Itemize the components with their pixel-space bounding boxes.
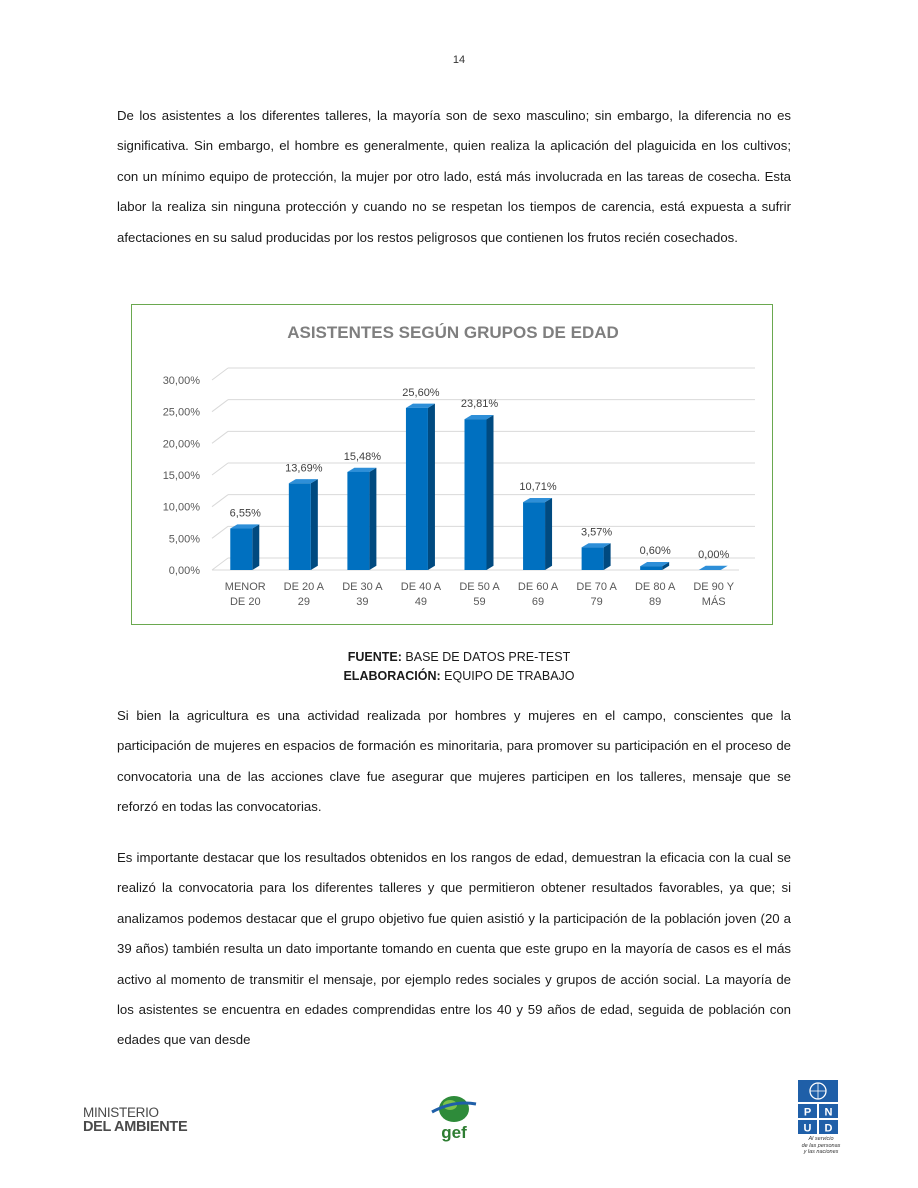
- bar-side: [545, 498, 552, 570]
- source-text: BASE DE DATOS PRE-TEST: [405, 650, 571, 664]
- bar: [347, 472, 369, 570]
- undp-letter-n: N: [824, 1106, 833, 1119]
- undp-tagline-2: de las personas: [801, 1142, 841, 1149]
- bar-value-label: 0,60%: [639, 545, 671, 558]
- source-label: FUENTE:: [347, 650, 402, 664]
- gridline-depth: [212, 431, 228, 443]
- bar-value-label: 15,48%: [343, 450, 382, 463]
- paragraph-3: Es importante destacar que los resultados obtenidos en los rangos de edad, demuestran la eficacia con la cual se realizó la convocatoria para los diferentes talleres y que permitieron obtener resultados favorables, ya que; si analizamos podemos destacar que el grupo objetivo fue quien asistió y la participación de la población joven (20 a 39 años) también resulta un dato importante tomando en cuenta que este grupo en la mayoría de casos es el más activo al momento de transmitir el mensaje, por ejemplo redes sociales y grupos de acción social. La mayoría de los asistentes se encuentra en edades comprendidas entre los 40 y 59 años de edad, seguida de población con edades que van desde: [117, 850, 791, 1048]
- undp-letter-p: P: [803, 1106, 812, 1119]
- bar-side: [311, 479, 318, 570]
- y-tick-label: 5,00%: [168, 533, 200, 546]
- bar-value-label: 25,60%: [402, 386, 440, 399]
- y-tick-label: 0,00%: [168, 565, 200, 577]
- undp-tagline-1: Al servicio: [808, 1136, 834, 1142]
- ministry-line-2: DEL AMBIENTE: [83, 1119, 188, 1135]
- bar: [465, 419, 487, 570]
- bar-value-label: 13,69%: [285, 462, 323, 475]
- y-tick-label: 10,00%: [162, 501, 200, 514]
- bar-top: [699, 566, 728, 570]
- y-tick-label: 15,00%: [162, 470, 200, 482]
- page-number: 14: [452, 54, 466, 66]
- bar-value-label: 6,55%: [229, 507, 261, 520]
- bar: [582, 547, 604, 570]
- x-tick-label: DE 90 Y: [693, 581, 735, 593]
- bar: [289, 483, 311, 570]
- bar: [640, 566, 662, 570]
- gridline-depth: [212, 495, 228, 507]
- undp-letter-u: U: [803, 1122, 812, 1134]
- y-tick-label: 20,00%: [162, 438, 200, 451]
- paragraph-2: Si bien la agricultura es una actividad realizada por hombres y mujeres en el campo, conscientes que la participación de mujeres en espacios de formación es minoritaria, para promover su participación en el proceso de convocatoria una de las acciones clave fue asegurar que mujeres participen en los talleres, mensaje que se reforzó en todas las convocatorias.: [117, 708, 791, 815]
- paragraph-1: De los asistentes a los diferentes talleres, la mayoría son de sexo masculino; sin embargo, la diferencia no es significativa. Sin embargo, el hombre es generalmente, quien realiza la aplicación del plaguicida en los cultivos; con un mínimo equipo de protección, la mujer por otro lado, está más involucrada en las tareas de cosecha. Esta labor la realiza sin ninguna protección y cuando no se respetan los tiempos de carencia, está expuesta a sufrir afectaciones en su salud producidas por los restos peligrosos que contienen los frutos recién cosechados.: [117, 108, 791, 245]
- bar-value-label: 10,71%: [519, 481, 557, 494]
- x-tick-label: 39: [356, 596, 369, 608]
- credit-text: EQUIPO DE TRABAJO: [444, 669, 575, 683]
- bar-side: [252, 524, 259, 570]
- undp-tagline: [796, 1136, 846, 1156]
- gridline-depth: [212, 368, 228, 380]
- y-tick-label: 30,00%: [162, 375, 200, 387]
- bar: [523, 502, 545, 570]
- x-tick-label: 59: [473, 596, 486, 608]
- gef-text: gef: [441, 1123, 467, 1142]
- x-tick-label: 79: [590, 596, 603, 608]
- chart-title: ASISTENTES SEGÚN GRUPOS DE EDAD: [287, 323, 619, 342]
- x-tick-label: 49: [414, 596, 428, 608]
- bar: [406, 408, 428, 570]
- bar-value-label: 23,81%: [460, 398, 499, 411]
- x-tick-label: 29: [297, 596, 310, 608]
- gridline-depth: [212, 463, 228, 475]
- bar-value-label: 3,57%: [581, 526, 613, 539]
- x-tick-label: DE 50 A: [459, 581, 500, 593]
- undp-letter-d: D: [824, 1122, 833, 1134]
- gridline-depth: [212, 400, 228, 412]
- x-tick-label: DE 60 A: [517, 581, 559, 593]
- x-tick-label: MÁS: [701, 596, 726, 608]
- x-tick-label: DE 70 A: [576, 581, 617, 593]
- bar: [230, 529, 252, 570]
- gef-logo: [430, 1092, 478, 1142]
- x-tick-label: MENOR: [224, 581, 266, 593]
- x-tick-label: 69: [531, 596, 545, 608]
- bar-side: [487, 415, 494, 570]
- ministry-line-1: MINISTERIO: [83, 1105, 159, 1120]
- undp-tagline-3: y las naciones: [803, 1149, 839, 1155]
- x-tick-label: DE 30 A: [342, 581, 383, 593]
- bar-value-label: 0,00%: [698, 549, 730, 561]
- source-caption: [0, 650, 918, 664]
- undp-logo: [798, 1080, 838, 1134]
- ministerio-ambiente-logo: [83, 1105, 187, 1135]
- credit-caption: [0, 669, 918, 683]
- x-tick-label: DE 20: [229, 596, 261, 608]
- bar-side: [604, 543, 611, 570]
- credit-label: ELABORACIÓN:: [343, 669, 441, 683]
- x-tick-label: 89: [649, 596, 662, 608]
- x-tick-label: DE 40 A: [400, 581, 442, 593]
- x-tick-label: DE 80 A: [634, 581, 676, 593]
- bar-side: [428, 404, 435, 570]
- gridline-depth: [212, 526, 228, 538]
- chart-svg: [132, 305, 774, 626]
- x-tick-label: DE 20 A: [283, 581, 325, 593]
- y-tick-label: 25,00%: [162, 406, 200, 419]
- bar-side: [369, 468, 376, 570]
- age-group-chart: [131, 304, 773, 625]
- gridline-depth: [212, 558, 228, 570]
